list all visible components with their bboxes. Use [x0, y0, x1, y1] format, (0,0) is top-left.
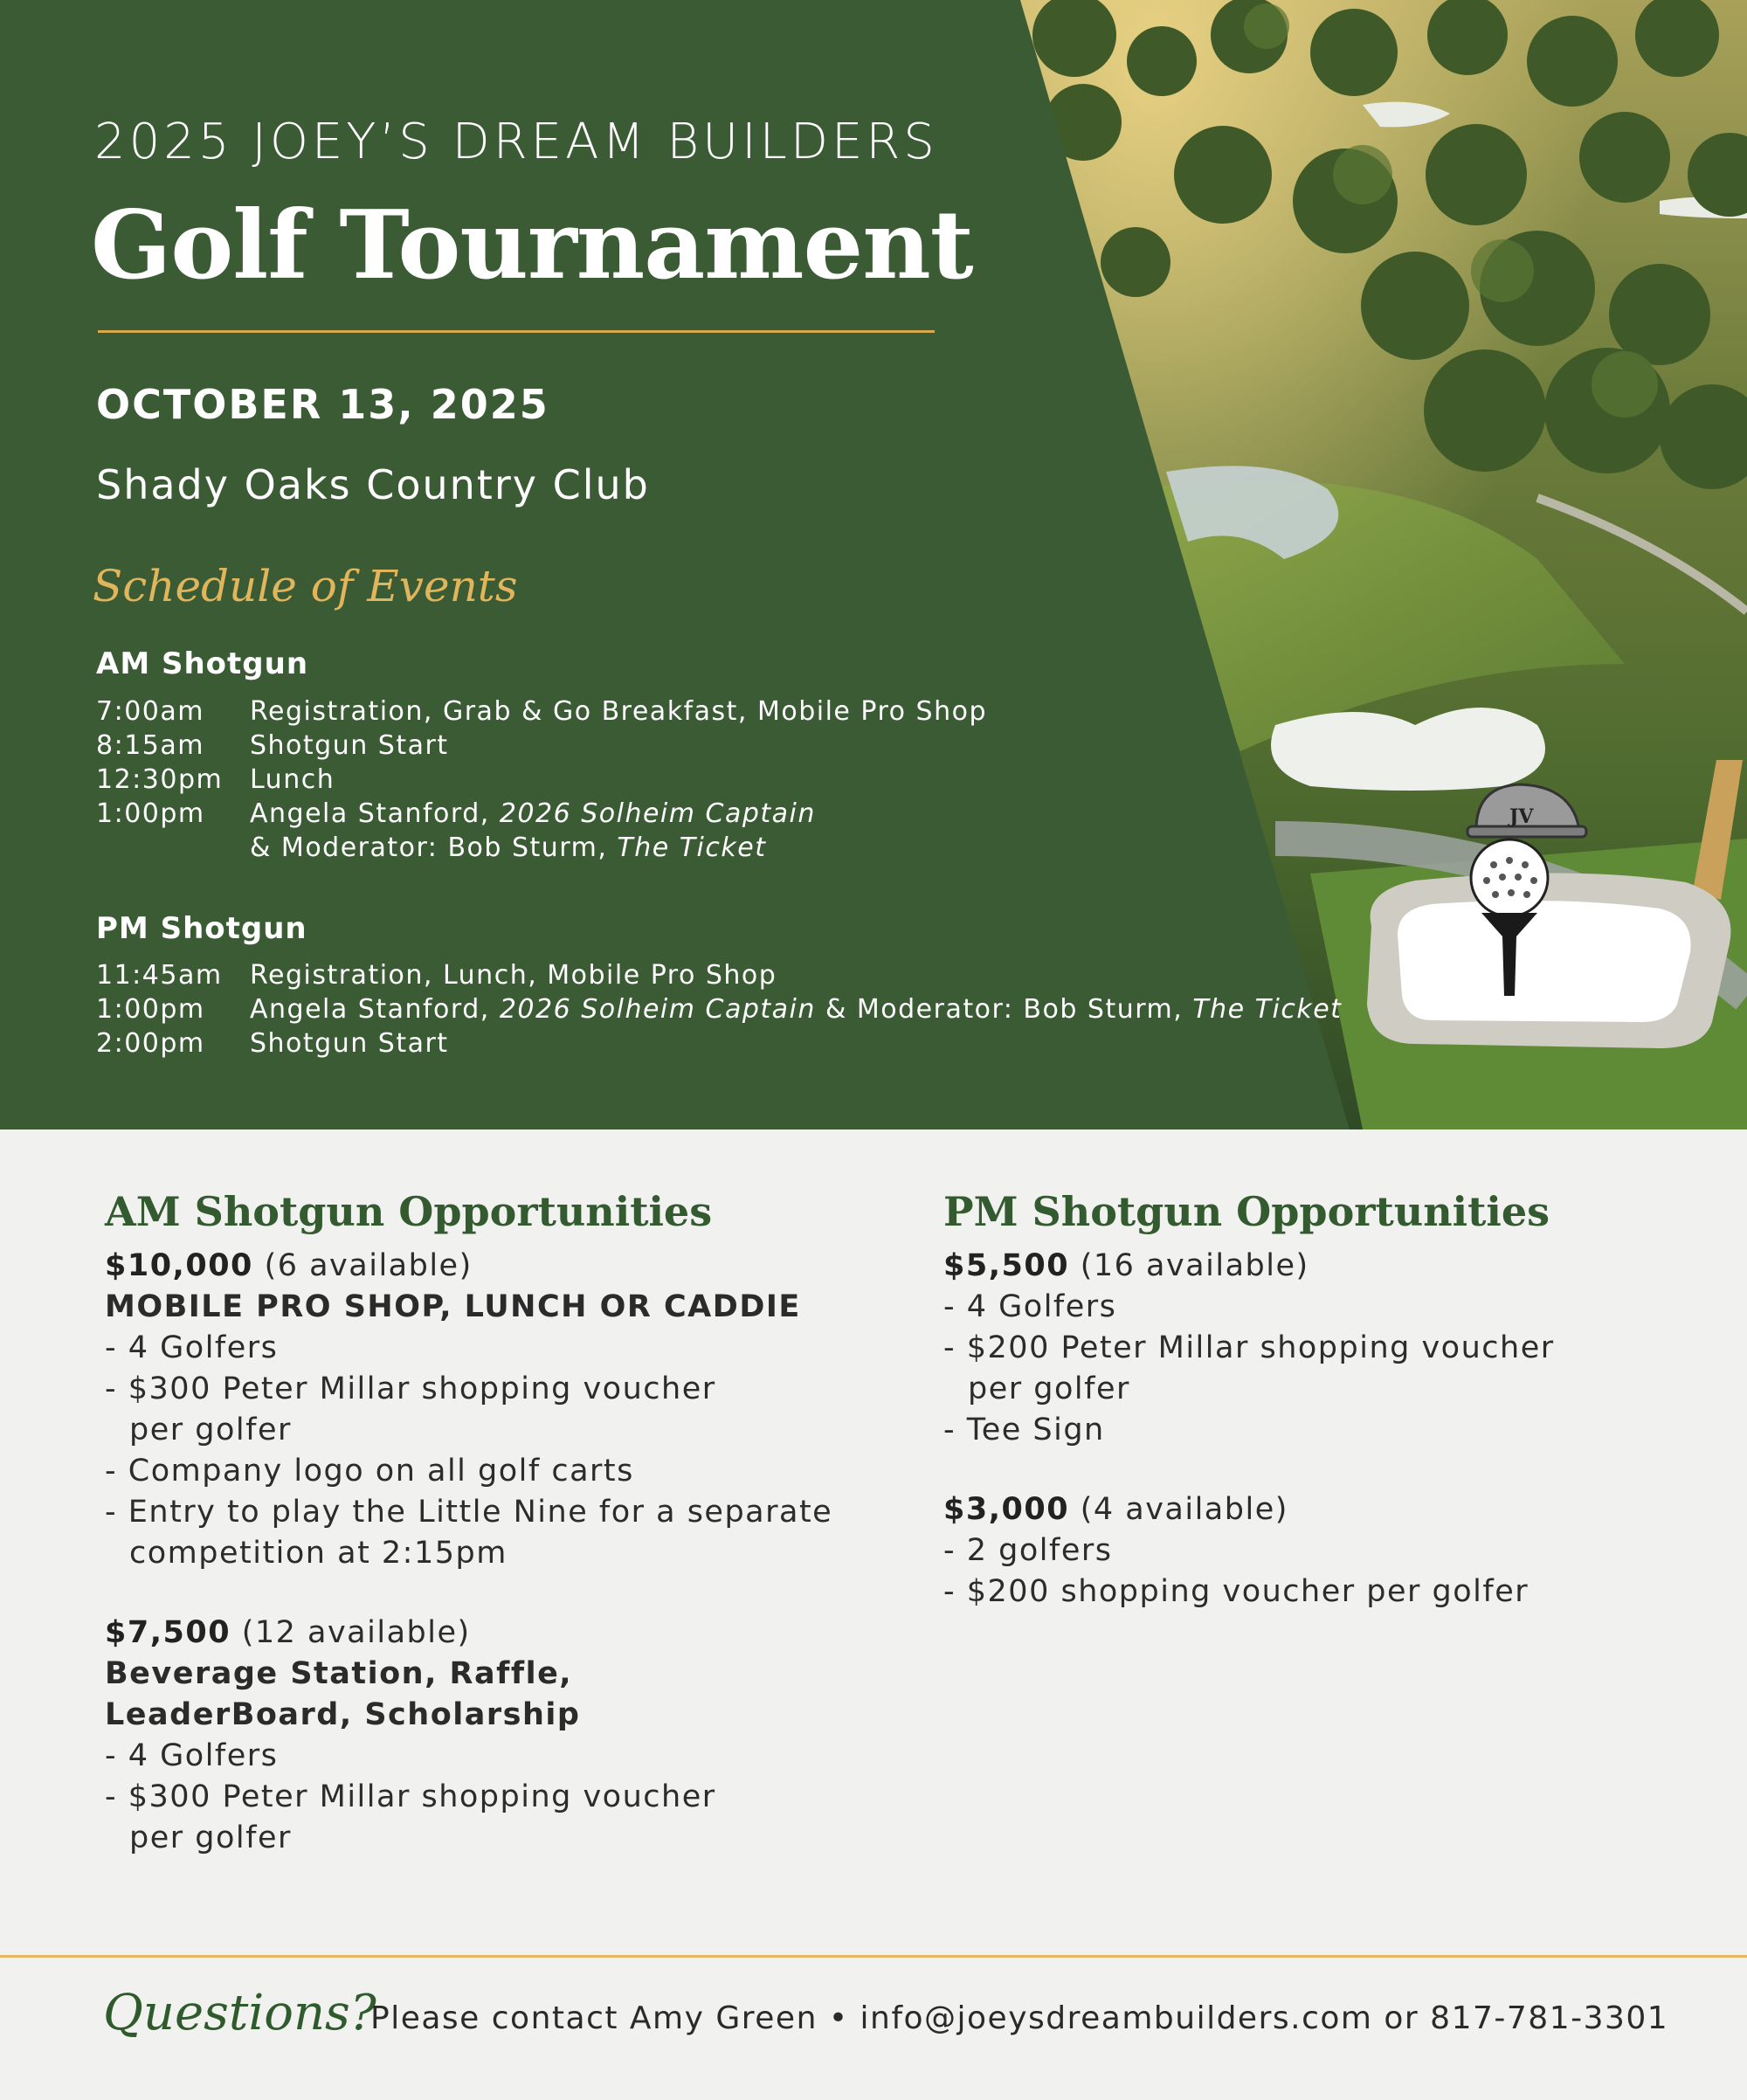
benefit-item: - 4 Golfers [943, 1287, 1677, 1328]
tier-availability: (12 available) [241, 1615, 471, 1650]
schedule-desc: Shotgun Start [250, 1028, 449, 1059]
tier-header [105, 1246, 874, 1287]
am-opportunities-title: AM Shotgun Opportunities [105, 1188, 713, 1235]
pm-opportunities-title: PM Shotgun Opportunities [943, 1188, 1550, 1235]
tier-header [943, 1246, 1677, 1287]
tier-availability: (6 available) [264, 1248, 473, 1283]
benefit-item: - $300 Peter Millar shopping voucher per golfer [105, 1369, 741, 1451]
schedule-desc: & Moderator: Bob Sturm, The Ticket [250, 832, 767, 863]
benefit-item: - 2 golfers [943, 1530, 1677, 1572]
benefit-item: - Company logo on all golf carts [105, 1451, 874, 1492]
schedule-desc: Lunch [250, 764, 335, 795]
pm-opportunities [943, 1188, 1677, 1613]
event-date: OCTOBER 13, 2025 [96, 381, 549, 428]
schedule-desc: Angela Stanford, 2026 Solheim Captain & Moderator: Bob Sturm, The Ticket [250, 994, 1343, 1025]
benefit-item: - 4 Golfers [105, 1736, 874, 1777]
schedule-desc: Registration, Lunch, Mobile Pro Shop [250, 960, 777, 991]
benefit-item: - 4 Golfers [105, 1328, 874, 1369]
schedule-desc: Registration, Grab & Go Breakfast, Mobile Pro Shop [250, 696, 987, 727]
sponsorship-tier [943, 1246, 1677, 1451]
tier-benefits [943, 1287, 1677, 1451]
tier-availability: (16 available) [1080, 1248, 1309, 1283]
am-shotgun-heading: AM Shotgun [96, 646, 309, 681]
tier-benefits [943, 1530, 1677, 1613]
benefit-item: - $200 Peter Millar shopping voucher per golfer [943, 1328, 1579, 1410]
title-divider [98, 330, 935, 333]
schedule-time: 7:00am [96, 696, 204, 727]
tier-benefits [105, 1736, 874, 1859]
schedule-time: 8:15am [96, 730, 204, 761]
benefit-item: - Entry to play the Little Nine for a separate competition at 2:15pm [105, 1492, 854, 1574]
schedule-heading: Schedule of Events [93, 561, 518, 611]
questions-label: Questions? [103, 1985, 376, 2041]
footer-divider [0, 1955, 1747, 1958]
sponsorship-tier [943, 1489, 1677, 1613]
tier-subtitle: LeaderBoard, Scholarship [105, 1697, 581, 1732]
am-opportunities [105, 1188, 874, 1859]
tier-benefits [105, 1328, 874, 1574]
schedule-time: 11:45am [96, 960, 223, 991]
schedule-time: 2:00pm [96, 1028, 205, 1059]
event-venue: Shady Oaks Country Club [96, 461, 650, 508]
tier-subtitle: MOBILE PRO SHOP, LUNCH OR CADDIE [105, 1289, 801, 1324]
sponsorship-tier [105, 1613, 874, 1859]
schedule-time: 1:00pm [96, 798, 205, 829]
tier-subtitle: Beverage Station, Raffle, [105, 1656, 573, 1691]
schedule-time: 1:00pm [96, 994, 205, 1025]
benefit-item: - $200 shopping voucher per golfer [943, 1572, 1677, 1613]
event-eyebrow: 2025 JOEY’S DREAM BUILDERS [94, 114, 938, 170]
svg-text:JV: JV [1509, 805, 1534, 828]
schedule-time: 12:30pm [96, 764, 224, 795]
tier-price: $7,500 [105, 1615, 231, 1650]
page-title: Golf Tournament [91, 190, 973, 300]
sponsorship-tier [105, 1246, 874, 1574]
pm-shotgun-heading: PM Shotgun [96, 911, 307, 946]
tier-price: $5,500 [943, 1248, 1070, 1283]
schedule-desc: Angela Stanford, 2026 Solheim Captain [250, 798, 816, 829]
schedule-desc: Shotgun Start [250, 730, 449, 761]
tier-price: $10,000 [105, 1248, 253, 1283]
contact-info: Please contact Amy Green • info@joeysdreambuilders.com or 817-781-3301 [370, 2000, 1669, 2036]
benefit-item: - Tee Sign [943, 1410, 1677, 1451]
tier-header [943, 1489, 1677, 1530]
tier-header [105, 1613, 874, 1654]
tier-price: $3,000 [943, 1492, 1070, 1527]
benefit-item: - $300 Peter Millar shopping voucher per golfer [105, 1777, 741, 1859]
tier-availability: (4 available) [1080, 1492, 1288, 1527]
